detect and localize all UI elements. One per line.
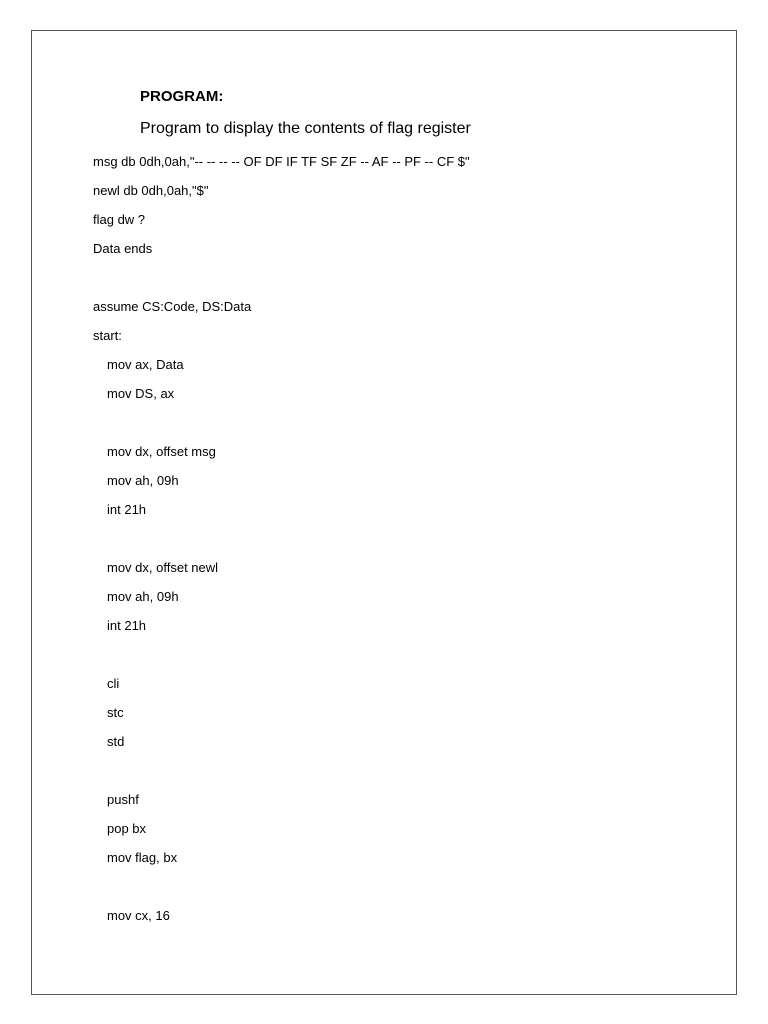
code-line-mov-ah-09h: mov ah, 09h xyxy=(107,473,179,488)
code-line-mov-ah-09h-2: mov ah, 09h xyxy=(107,589,179,604)
program-heading: PROGRAM: xyxy=(140,88,224,105)
code-line-assume: assume CS:Code, DS:Data xyxy=(93,299,252,314)
program-description: Program to display the contents of flag register xyxy=(140,120,471,137)
code-line-int-21h: int 21h xyxy=(107,502,147,517)
code-line-mov-flag-bx: mov flag, bx xyxy=(107,850,178,865)
code-line-std: std xyxy=(107,734,125,749)
code-line-stc: stc xyxy=(107,705,124,720)
code-line-start-label: start: xyxy=(93,328,122,343)
code-line-int-21h-2: int 21h xyxy=(107,618,147,633)
code-line-pop-bx: pop bx xyxy=(107,821,147,836)
code-line-newl: newl db 0dh,0ah,"$" xyxy=(93,183,209,198)
code-line-msg: msg db 0dh,0ah,"-- -- -- -- OF DF IF TF SF ZF -- AF -- PF -- CF $" xyxy=(93,154,470,169)
code-line-data-ends: Data ends xyxy=(93,241,153,256)
code-line-mov-ax-data: mov ax, Data xyxy=(107,357,184,372)
code-line-flag: flag dw ? xyxy=(93,212,146,227)
code-line-cli: cli xyxy=(107,676,120,691)
code-line-mov-dx-newl: mov dx, offset newl xyxy=(107,560,219,575)
code-line-mov-dx-msg: mov dx, offset msg xyxy=(107,444,216,459)
code-line-mov-cx-16: mov cx, 16 xyxy=(107,908,170,923)
code-line-pushf: pushf xyxy=(107,792,139,807)
code-line-mov-ds-ax: mov DS, ax xyxy=(107,386,175,401)
